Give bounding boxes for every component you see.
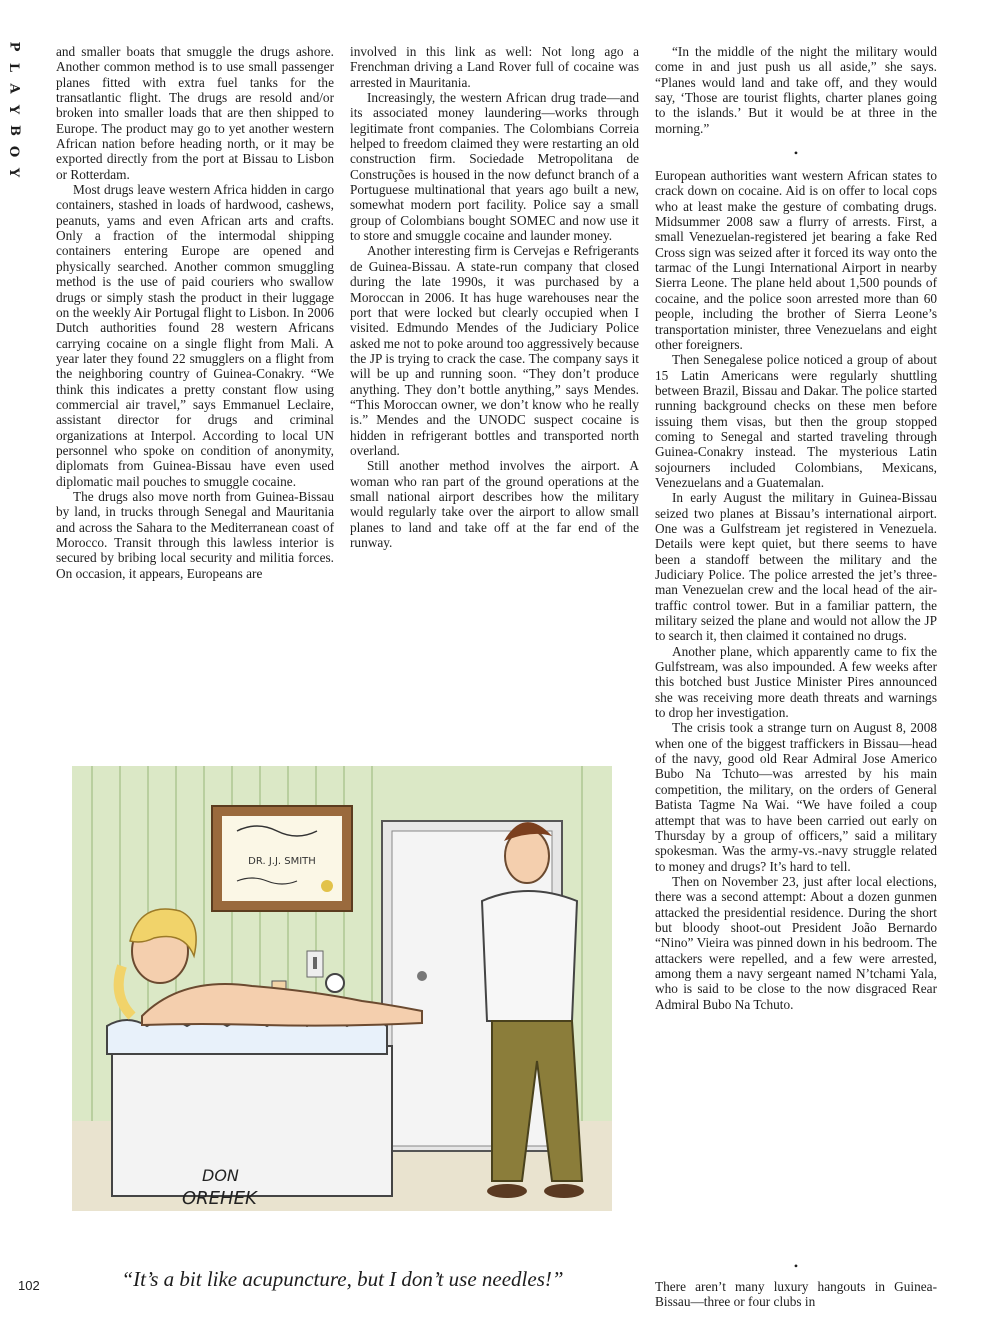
column-3-top-text — [655, 44, 937, 136]
exam-table — [107, 1020, 392, 1196]
article-paragraph: The drugs also move north from Guinea-Bissau by land, in trucks through Senegal and Mauritania and across the Sahara to the Mediterranean coast of Morocco. Transit through this lawless interior is secured by bribing local security and militia forces. On occasion, it appears, Europeans are — [56, 488, 334, 581]
column-3-main-text — [655, 168, 937, 1012]
svg-text:OREHEK: OREHEK — [182, 1188, 257, 1209]
svg-text:DON: DON — [202, 1166, 239, 1185]
page-number: 102 — [18, 1278, 40, 1293]
column-3-bottom-text — [655, 1279, 937, 1310]
section-bullet: • — [793, 146, 799, 161]
cartoon-caption: “It’s a bit like acupuncture, but I don’t use needles!” — [121, 1267, 564, 1291]
article-paragraph: European authorities want western African states to crack down on cocaine. Aid is on offer to local cops who at least make the gesture of combating drugs. Midsummer 2008 saw a flurry of arrests. First, a small Venezuelan-registered jet bearing a fake Red Cross sign was seized after it forced its way onto the tarmac of the Lungi International Airport in nearby Sierra Leone. The plane held about 1,500 pounds of cocaine, and the police soon arrested more than 60 people, including the brother of Sierra Leone’s transportation minister, three Venezuelans and eight other foreigners. — [655, 168, 937, 352]
article-paragraph: and smaller boats that smuggle the drugs ashore. Another common method is to use small passenger planes fitted with extra fuel tanks for the transatlantic flight. The drugs are resold and/or broken into smaller loads that are then shipped to Europe. The product may go to yet another western African nation before heading north, or it may be exported directly from the port at Bissau to Lisbon or Rotterdam. — [56, 44, 334, 182]
masthead-vertical — [4, 40, 24, 187]
article-paragraph: There aren’t many luxury hangouts in Guinea-Bissau—three or four clubs in — [655, 1279, 937, 1310]
masthead-letter: Y — [6, 104, 22, 115]
masthead-letter: Y — [6, 167, 22, 178]
article-paragraph: Then on November 23, just after local elections, there was a second attempt: About a dozen gunmen attacked the presidential residence. During the short but bloody shoot-out President João Bernardo “Nino” Vieira was pinned down in his bedroom. The attackers were repelled, and a few were arrested, among them a navy sergeant named N’tchami Yala, who is said to be close to the now disgraced Rear Admiral Bubo Na Tchuto. — [655, 873, 937, 1012]
svg-text:DR. J.J. SMITH: DR. J.J. SMITH — [248, 856, 316, 867]
masthead-letter: B — [6, 125, 22, 136]
article-column-1 — [56, 44, 334, 581]
section-bullet-2: • — [793, 1259, 799, 1273]
masthead-letter: P — [6, 41, 22, 52]
article-column-3-continuation — [655, 1257, 937, 1310]
masthead-letter: L — [6, 62, 22, 73]
article-paragraph: Still another method involves the airport. A woman who ran part of the ground operations at the small national airport describes how the military would regularly take over the airport to allow small planes to land and take off at the far end of the runway. — [350, 458, 639, 550]
article-paragraph: Another plane, which apparently came to fix the Gulfstream, was also impounded. A few weeks after this botched bust Justice Minister Pires announced she was receiving more death threats and warnings to drop her investigation. — [655, 643, 937, 721]
article-paragraph: Most drugs leave western Africa hidden in cargo containers, stashed in loads of hardwood, cashews, peanuts, yams and even African arts and crafts. Only a fraction of the intermodal shipping containers entering Europe are opened and physically searched. Another common smuggling method is the use of paid couriers who swallow drugs or simply stash the product in their luggage on the weekly Air Portugal flight to Lisbon. In 2006 Dutch authorities found 28 western Africans carrying cocaine on a single flight from Mali. A year later they found 22 smugglers on a flight from the neighboring country of Guinea-Conakry. “We think this indicates a pretty constant flow using commercial air travel,” says Emmanuel Leclaire, assistant director for drugs and criminal organizations at Interpol. According to local UN personnel who spoke on condition of anonymity, diplomats from Guinea-Bissau have even used diplomatic mail pouches to smuggle cocaine. — [56, 182, 334, 489]
article-paragraph: Another interesting firm is Cervejas e Refrigerants de Guinea-Bissau. A state-run company that closed during the late 1990s, it was purchased by a Moroccan in 2006. It has huge warehouses near the port that were locked but clearly occupied when I visited. Edmundo Mendes of the Judiciary Police asked me not to poke around too aggressively because the JP is trying to crack the case. The company says it will be up and running soon. “They don’t produce anything. They don’t bottle anything,” says Mendes. “This Moroccan owner, we don’t know who he really is.” Mendes and the UNODC suspect cocaine is hidden in refrigerant bottles and transported north overland. — [350, 243, 639, 458]
article-paragraph: Then Senegalese police noticed a group of about 15 Latin Americans were regularly shuttling between Brazil, Bissau and Dakar. The police started running background checks on these men before issuing them visas, but then the group stopped coming to Senegal and started traveling through Guinea-Conakry instead. The mysterious Latin sojourners included Colombians, Mexicans, Venezuelans and a Guatemalan. — [655, 352, 937, 490]
masthead-letter: A — [6, 83, 22, 94]
masthead-letter: O — [6, 145, 22, 158]
article-column-2 — [350, 44, 639, 550]
article-paragraph: The crisis took a strange turn on August 8, 2008 when one of the biggest traffickers in Bissau—head of the navy, good old Rear Admiral Jose Americo Bubo Na Tchuto—was arrested by his main competition, the military, on the orders of General Batista Tagme Na Wai. “We have foiled a coup attempt that was to have been carried out early on Thursday by a group of officers,” said a military spokesman. Was the army-vs.-navy struggle related to money and drugs? It’s hard to tell. — [655, 720, 937, 874]
diploma-frame — [212, 806, 352, 911]
article-paragraph: Increasingly, the western African drug trade—and its associated money laundering—works through legitimate front companies. The Colombians Correia helped to freedom claimed they were restarting an old construction firm. Sociedade Metropolitana de Construções is housed in the now defunct branch of a Portuguese multinational that years ago built a new, somewhat modern port facility. Police say a small group of Colombians bought SOMEC and now use it to store and smuggle cocaine and launder money. — [350, 90, 639, 244]
article-paragraph: involved in this link as well: Not long ago a Frenchman driving a Land Rover full of cocaine was arrested in Mauritania. — [350, 44, 639, 90]
article-paragraph: “In the middle of the night the military would come in and just push us all aside,” she says. “Planes would land and take off, and they would say, ‘Those are tourist flights, charter planes going to the islands.’ But it would be at three in the morning.” — [655, 44, 937, 136]
article-column-3 — [655, 44, 937, 1012]
article-paragraph: In early August the military in Guinea-Bissau seized two planes at Bissau’s international airport. One was a Gulfstream jet registered in Venezuela. Details were kept quiet, but there seems to have been a standoff between the military and the Judiciary Police. The police arrested the jet’s three-man Venezuelan crew and the local head of the air-traffic control tower. But in a familiar pattern, the military seized the plane and would not allow the JP to search it, then claimed it contained no drugs. — [655, 490, 937, 644]
cartoon-illustration — [52, 726, 633, 1226]
